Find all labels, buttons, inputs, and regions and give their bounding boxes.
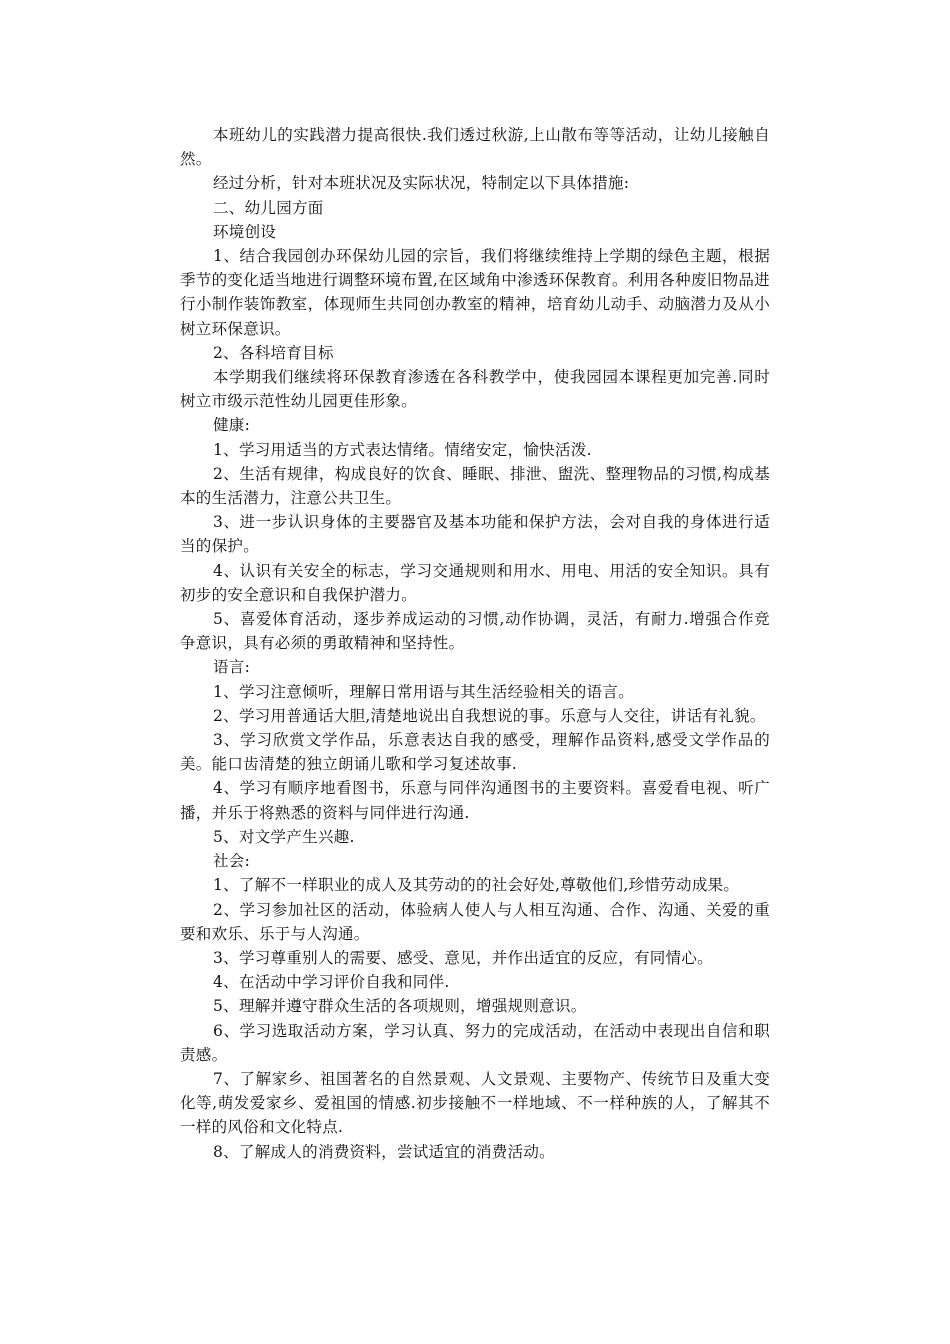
subheading-environment: 环境创设 [213, 222, 277, 241]
list-item-language-4: 4、学习有顺序地看图书，乐意与同伴沟通图书的主要资料。喜爱看电视、听广播，并乐于将熟悉的资料与同伴进行沟通. [180, 779, 770, 822]
list-item-society-5: 5、理解并遵守群众生活的各项规则，增强规则意识。 [213, 997, 587, 1016]
subheading-language: 语言: [213, 658, 251, 677]
paragraph-environment-1: 1、结合我园创办环保幼儿园的宗旨，我们将继续维持上学期的绿色主题，根据季节的变化适当地进行调整环境布置,在区域角中渗透环保教育。利用各种废旧物品进行小制作装饰教室，体现师生共同创办教室的精神，培育幼儿动手、动脑潜力及从小树立环保意识。 [180, 247, 770, 338]
paragraph-semester-plan: 本学期我们继续将环保教育渗透在各科教学中，使我园园本课程更加完善.同时树立市级示范性幼儿园更佳形象。 [180, 368, 770, 411]
list-item-language-1: 1、学习注意倾听，理解日常用语与其生活经验相关的语言。 [213, 682, 634, 701]
subheading-subject-goals: 2、各科培育目标 [213, 343, 334, 362]
list-item-health-4: 4、认识有关安全的标志，学习交通规则和用水、用电、用活的安全知识。具有初步的安全意识和自我保护潜力。 [180, 561, 770, 604]
list-item-society-6: 6、学习选取活动方案，学习认真、努力的完成活动，在活动中表现出自信和职责感。 [180, 1021, 770, 1064]
list-item-society-3: 3、学习尊重别人的需要、感受、意见，并作出适宜的反应，有同情心。 [213, 948, 713, 967]
section-heading-kindergarten: 二、幼儿园方面 [213, 198, 324, 217]
list-item-society-1: 1、了解不一样职业的成人及其劳动的的社会好处,尊敬他们,珍惜劳动成果。 [213, 876, 740, 895]
list-item-health-5: 5、喜爱体育活动，逐步养成运动的习惯,动作协调，灵活，有耐力.增强合作竞争意识，具有必须的勇敢精神和坚持性。 [180, 610, 770, 653]
document-body [180, 123, 770, 1164]
subheading-health: 健康: [213, 416, 251, 435]
list-item-language-3: 3、学习欣赏文学作品，乐意表达自我的感受，理解作品资料,感受文学作品的美。能口齿清楚的独立朗诵儿歌和学习复述故事. [180, 731, 770, 774]
list-item-health-3: 3、进一步认识身体的主要器官及基本功能和保护方法，会对自我的身体进行适当的保护。 [180, 513, 770, 556]
list-item-language-5: 5、对文学产生兴趣. [213, 827, 355, 846]
list-item-society-7: 7、了解家乡、祖国著名的自然景观、人文景观、主要物产、传统节日及重大变化等,萌发爱家乡、爱祖国的情感.初步接触不一样地域、不一样种族的人，了解其不一样的风俗和文化特点. [180, 1069, 770, 1137]
list-item-society-4: 4、在活动中学习评价自我和同伴. [213, 973, 450, 992]
list-item-language-2: 2、学习用普通话大胆,清楚地说出自我想说的事。乐意与人交往，讲话有礼貌。 [213, 706, 766, 725]
paragraph-practice-ability: 本班幼儿的实践潜力提高很快.我们透过秋游,上山散布等等活动，让幼儿接触自然。 [180, 126, 770, 169]
list-item-health-1: 1、学习用适当的方式表达情绪。情绪安定，愉快活泼. [213, 440, 592, 459]
list-item-health-2: 2、生活有规律，构成良好的饮食、睡眠、排泄、盥洗、整理物品的习惯,构成基本的生活潜力，注意公共卫生。 [180, 464, 770, 508]
list-item-society-8: 8、了解成人的消费资料，尝试适宜的消费活动。 [213, 1142, 555, 1161]
paragraph-analysis: 经过分析，针对本班状况及实际状况，特制定以下具体措施: [213, 174, 630, 193]
subheading-society: 社会: [213, 852, 251, 871]
list-item-society-2: 2、学习参加社区的活动，体验病人使人与人相互沟通、合作、沟通、关爱的重要和欢乐、乐于与人沟通。 [180, 900, 770, 943]
